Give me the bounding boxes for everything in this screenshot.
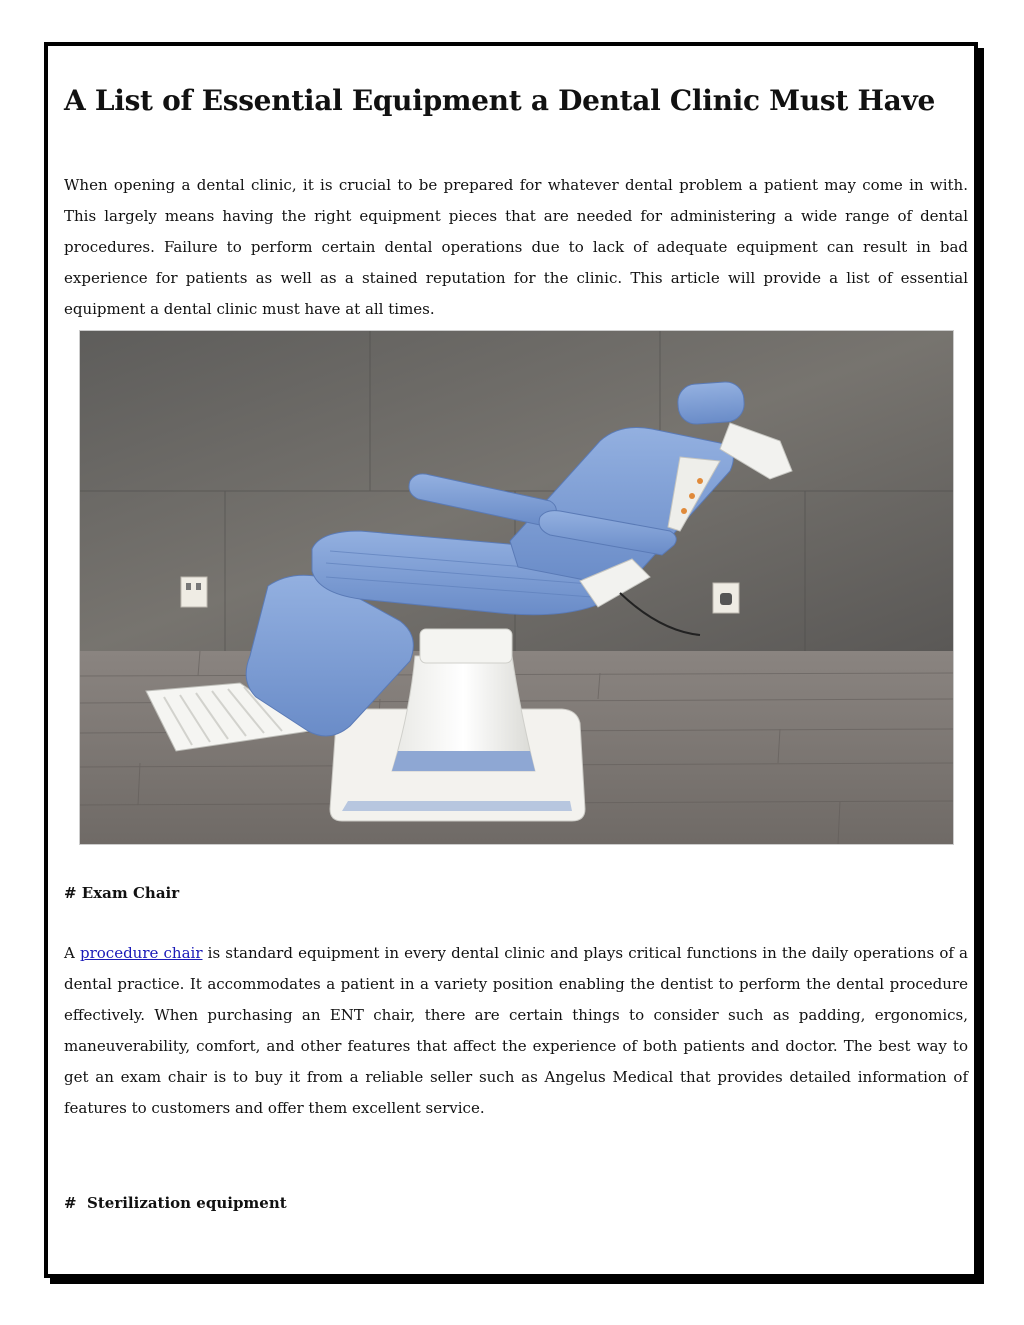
- procedure-chair-link[interactable]: procedure chair: [79, 944, 203, 962]
- dental-chair-photo: [79, 330, 954, 845]
- intro-paragraph: When opening a dental clinic, it is crucial to be prepared for whatever dental problem a patient may come in with. This largely means having the right equipment pieces that are needed for administering a wide range of dental procedures. Failure to perform certain dental operations due to lack of adequate equipment can result in bad experience for patients as well as a stained reputation for the clinic. This article will provide a list of essential equipment a dental clinic must have at all times.: [64, 176, 968, 318]
- exam-chair-paragraph: [64, 938, 968, 1124]
- page-frame: [44, 42, 978, 1278]
- section-heading-sterilization: # Sterilization equipment: [64, 1194, 287, 1212]
- exam-chair-text-prefix: A: [64, 944, 80, 962]
- section-heading-exam-chair: # Exam Chair: [64, 884, 180, 902]
- exam-chair-text-body: is standard equipment in every dental clinic and plays critical functions in the daily operations of a dental practice. It accommodates a patient in a variety position enabling the dentist to perform the dental procedure effectively. When purchasing an ENT chair, there are certain things to consider such as padding, ergonomics, maneuverability, comfort, and other features that affect the experience of both patients and doctor. The best way to get an exam chair is to buy it from a reliable seller such as Angelus Medical that provides detailed information of features to customers and offer them excellent service.: [64, 944, 968, 1117]
- article-title: A List of Essential Equipment a Dental Clinic Must Have: [64, 84, 935, 117]
